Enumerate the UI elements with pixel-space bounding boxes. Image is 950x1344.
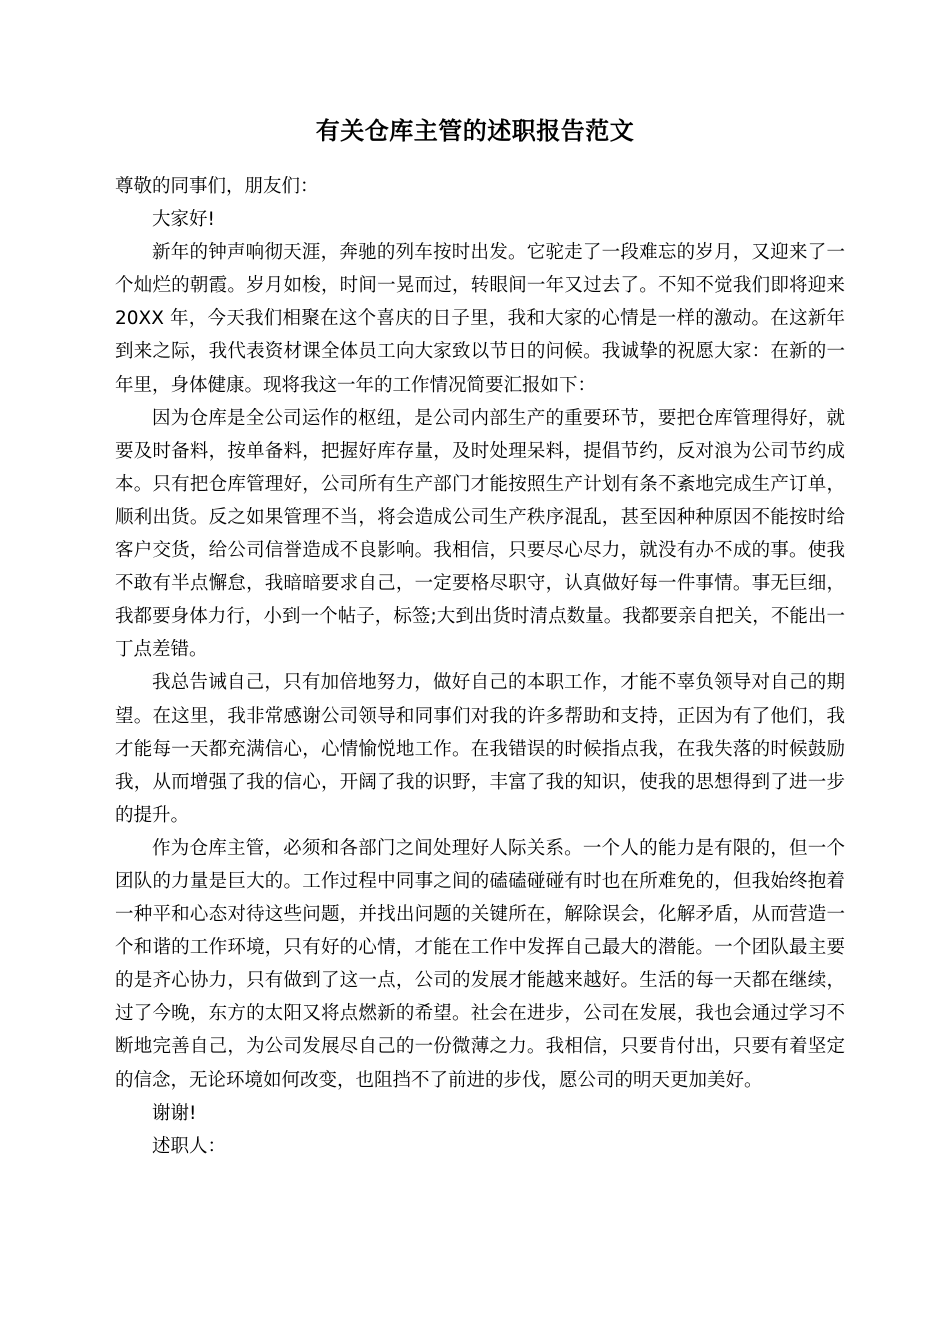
- paragraph-new-year: 新年的钟声响彻天涯，奔驰的列车按时出发。它驼走了一段难忘的岁月，又迎来了一个灿烂的朝霞。岁月如梭，时间一晃而过，转眼间一年又过去了。不知不觉我们即将迎来 20XX 年，今天我们相聚在这个喜庆的日子里，我和大家的心情是一样的激动。在这新年到来之际，我代表资材课全体员工向大家致以节日的问候。我诚挚的祝愿大家：在新的一年里，身体健康。现将我这一年的工作情况简要汇报如下：: [115, 242, 845, 396]
- paragraph-thanks: 谢谢!: [152, 1102, 197, 1124]
- document-body: [115, 170, 845, 1163]
- document-title: 有关仓库主管的述职报告范文: [315, 117, 635, 145]
- paragraph-teamwork: 作为仓库主管，必须和各部门之间处理好人际关系。一个人的能力是有限的，但一个团队的力量是巨大的。工作过程中同事之间的磕磕碰碰有时也在所难免的，但我始终抱着一种平和心态对待这些问题，并找出问题的关键所在，解除误会，化解矛盾，从而营造一个和谐的工作环境，只有好的心情，才能在工作中发挥自己最大的潜能。一个团队最主要的是齐心协力，只有做到了这一点，公司的发展才能越来越好。生活的每一天都在继续，过了今晚，东方的太阳又将点燃新的希望。社会在进步，公司在发展，我也会通过学习不断地完善自己，为公司发展尽自己的一份微薄之力。我相信，只要肯付出，只要有着坚定的信念，无论环境如何改变，也阻挡不了前进的步伐，愿公司的明天更加美好。: [115, 837, 845, 1091]
- paragraph-signature: 述职人：: [152, 1135, 227, 1157]
- paragraph-warehouse-role: 因为仓库是全公司运作的枢纽，是公司内部生产的重要环节，要把仓库管理得好，就要及时备料，按单备料，把握好库存量，及时处理呆料，提倡节约，反对浪为公司节约成本。只有把仓库管理好，公司所有生产部门才能按照生产计划有条不紊地完成生产订单，顺利出货。反之如果管理不当，将会造成公司生产秩序混乱，甚至因种种原因不能按时给客户交货，给公司信誉造成不良影响。我相信，只要尽心尽力，就没有办不成的事。使我不敢有半点懈怠，我暗暗要求自己，一定要格尽职守，认真做好每一件事情。事无巨细，我都要身体力行，小到一个帖子，标签;大到出货时清点数量。我都要亲自把关，不能出一丁点差错。: [115, 407, 845, 661]
- salutation: 尊敬的同事们，朋友们：: [115, 176, 319, 197]
- paragraph-gratitude: 我总告诫自己，只有加倍地努力，做好自己的本职工作，才能不辜负领导对自己的期望。在这里，我非常感谢公司领导和同事们对我的许多帮助和支持，正因为有了他们，我才能每一天都充满信心，心情愉悦地工作。在我错误的时候指点我，在我失落的时候鼓励我，从而增强了我的信心，开阔了我的识野，丰富了我的知识，使我的思想得到了进一步的提升。: [115, 672, 845, 826]
- paragraph-greeting: 大家好!: [152, 209, 215, 231]
